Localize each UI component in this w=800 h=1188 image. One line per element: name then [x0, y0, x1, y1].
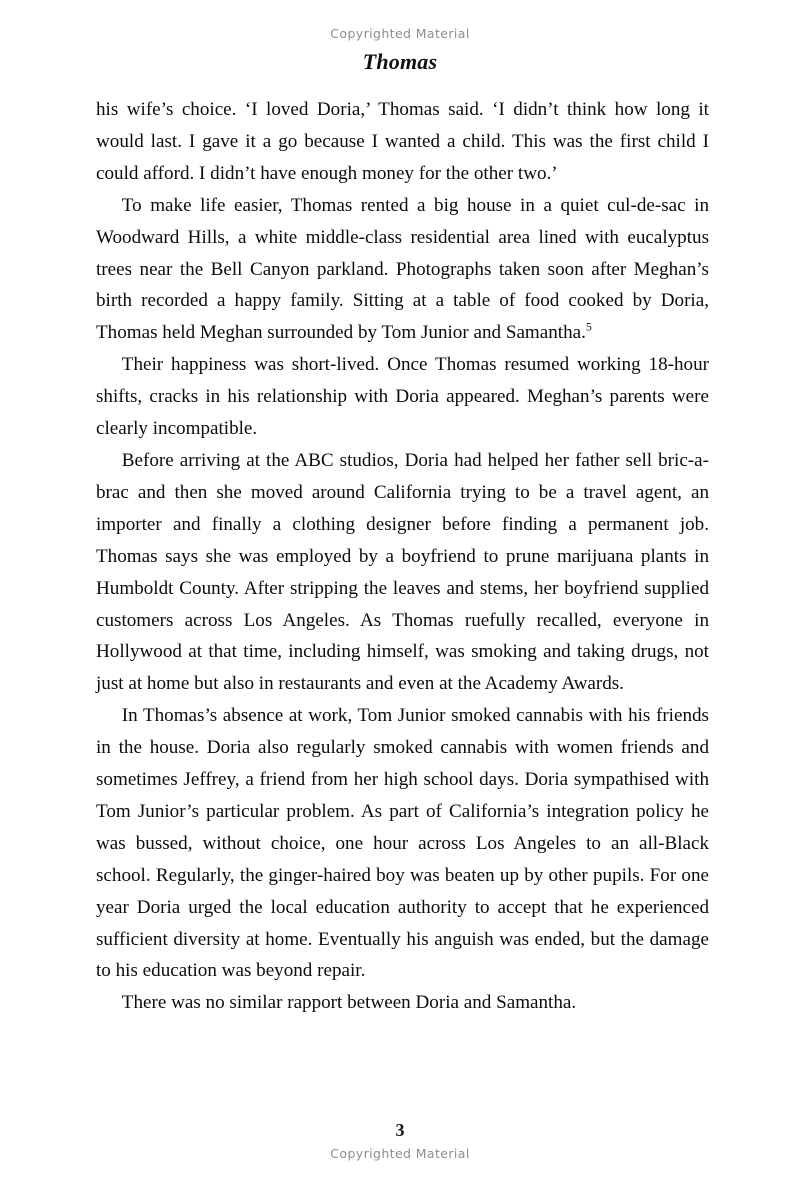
body-paragraph — [96, 445, 709, 700]
paragraph-text: his wife’s choice. ‘I loved Doria,’ Thomas said. ‘I didn’t think how long it would last. I gave it a go because I wanted a child. This was the first child I could afford. I didn’t have enough money for the other two.’ — [96, 99, 709, 184]
body-paragraph — [96, 700, 709, 987]
copyright-watermark-top: Copyrighted Material — [330, 26, 470, 41]
body-paragraph — [96, 987, 709, 1019]
body-text-block — [96, 94, 709, 1019]
paragraph-text: Their happiness was short-lived. Once Thomas resumed working 18-hour shifts, cracks in his relationship with Doria appeared. Meghan’s parents were clearly incompatible. — [96, 354, 709, 440]
body-paragraph — [96, 190, 709, 350]
paragraph-text: Before arriving at the ABC studios, Doria had helped her father sell bric-a-brac and then she moved around California trying to be a travel agent, an importer and finally a clothing designer before finding a permanent job. Thomas says she was employed by a boyfriend to prune marijuana plants in Humboldt County. After stripping the leaves and stems, her boyfriend supplied customers across Los Angeles. As Thomas ruefully recalled, everyone in Hollywood at that time, including himself, was smoking and taking drugs, not just at home but also in restaurants and even at the Academy Awards. — [96, 449, 709, 695]
page-title: Thomas — [362, 49, 438, 74]
body-paragraph — [96, 94, 709, 190]
footnote-marker: 5 — [585, 319, 592, 334]
paragraph-text: In Thomas’s absence at work, Tom Junior smoked cannabis with his friends in the house. Doria also regularly smoked cannabis with women friends and sometimes Jeffrey, a friend from her high school days. Doria sympathised with Tom Junior’s particular problem. As part of California’s integration policy he was bussed, without choice, one hour across Los Angeles to an all-Black school. Regularly, the ginger-haired boy was beaten up by other pupils. For one year Doria urged the local education authority to accept that he experienced sufficient diversity at home. Eventually his anguish was ended, but the damage to his education was beyond repair. — [96, 705, 709, 982]
paragraph-text: There was no similar rapport between Doria and Samantha. — [121, 992, 577, 1014]
paragraph-text: To make life easier, Thomas rented a big house in a quiet cul-de-sac in Woodward Hills, a white middle-class residential area lined with eucalyptus trees near the Bell Canyon parkland. Photographs taken soon after Meghan’s birth recorded a happy family. Sitting at a table of food cooked by Doria, Thomas held Meghan surrounded by Tom Junior and Samantha. — [96, 194, 709, 344]
page-number: 3 — [395, 1120, 405, 1140]
copyright-watermark-bottom: Copyrighted Material — [330, 1146, 470, 1161]
body-paragraph — [96, 349, 709, 445]
